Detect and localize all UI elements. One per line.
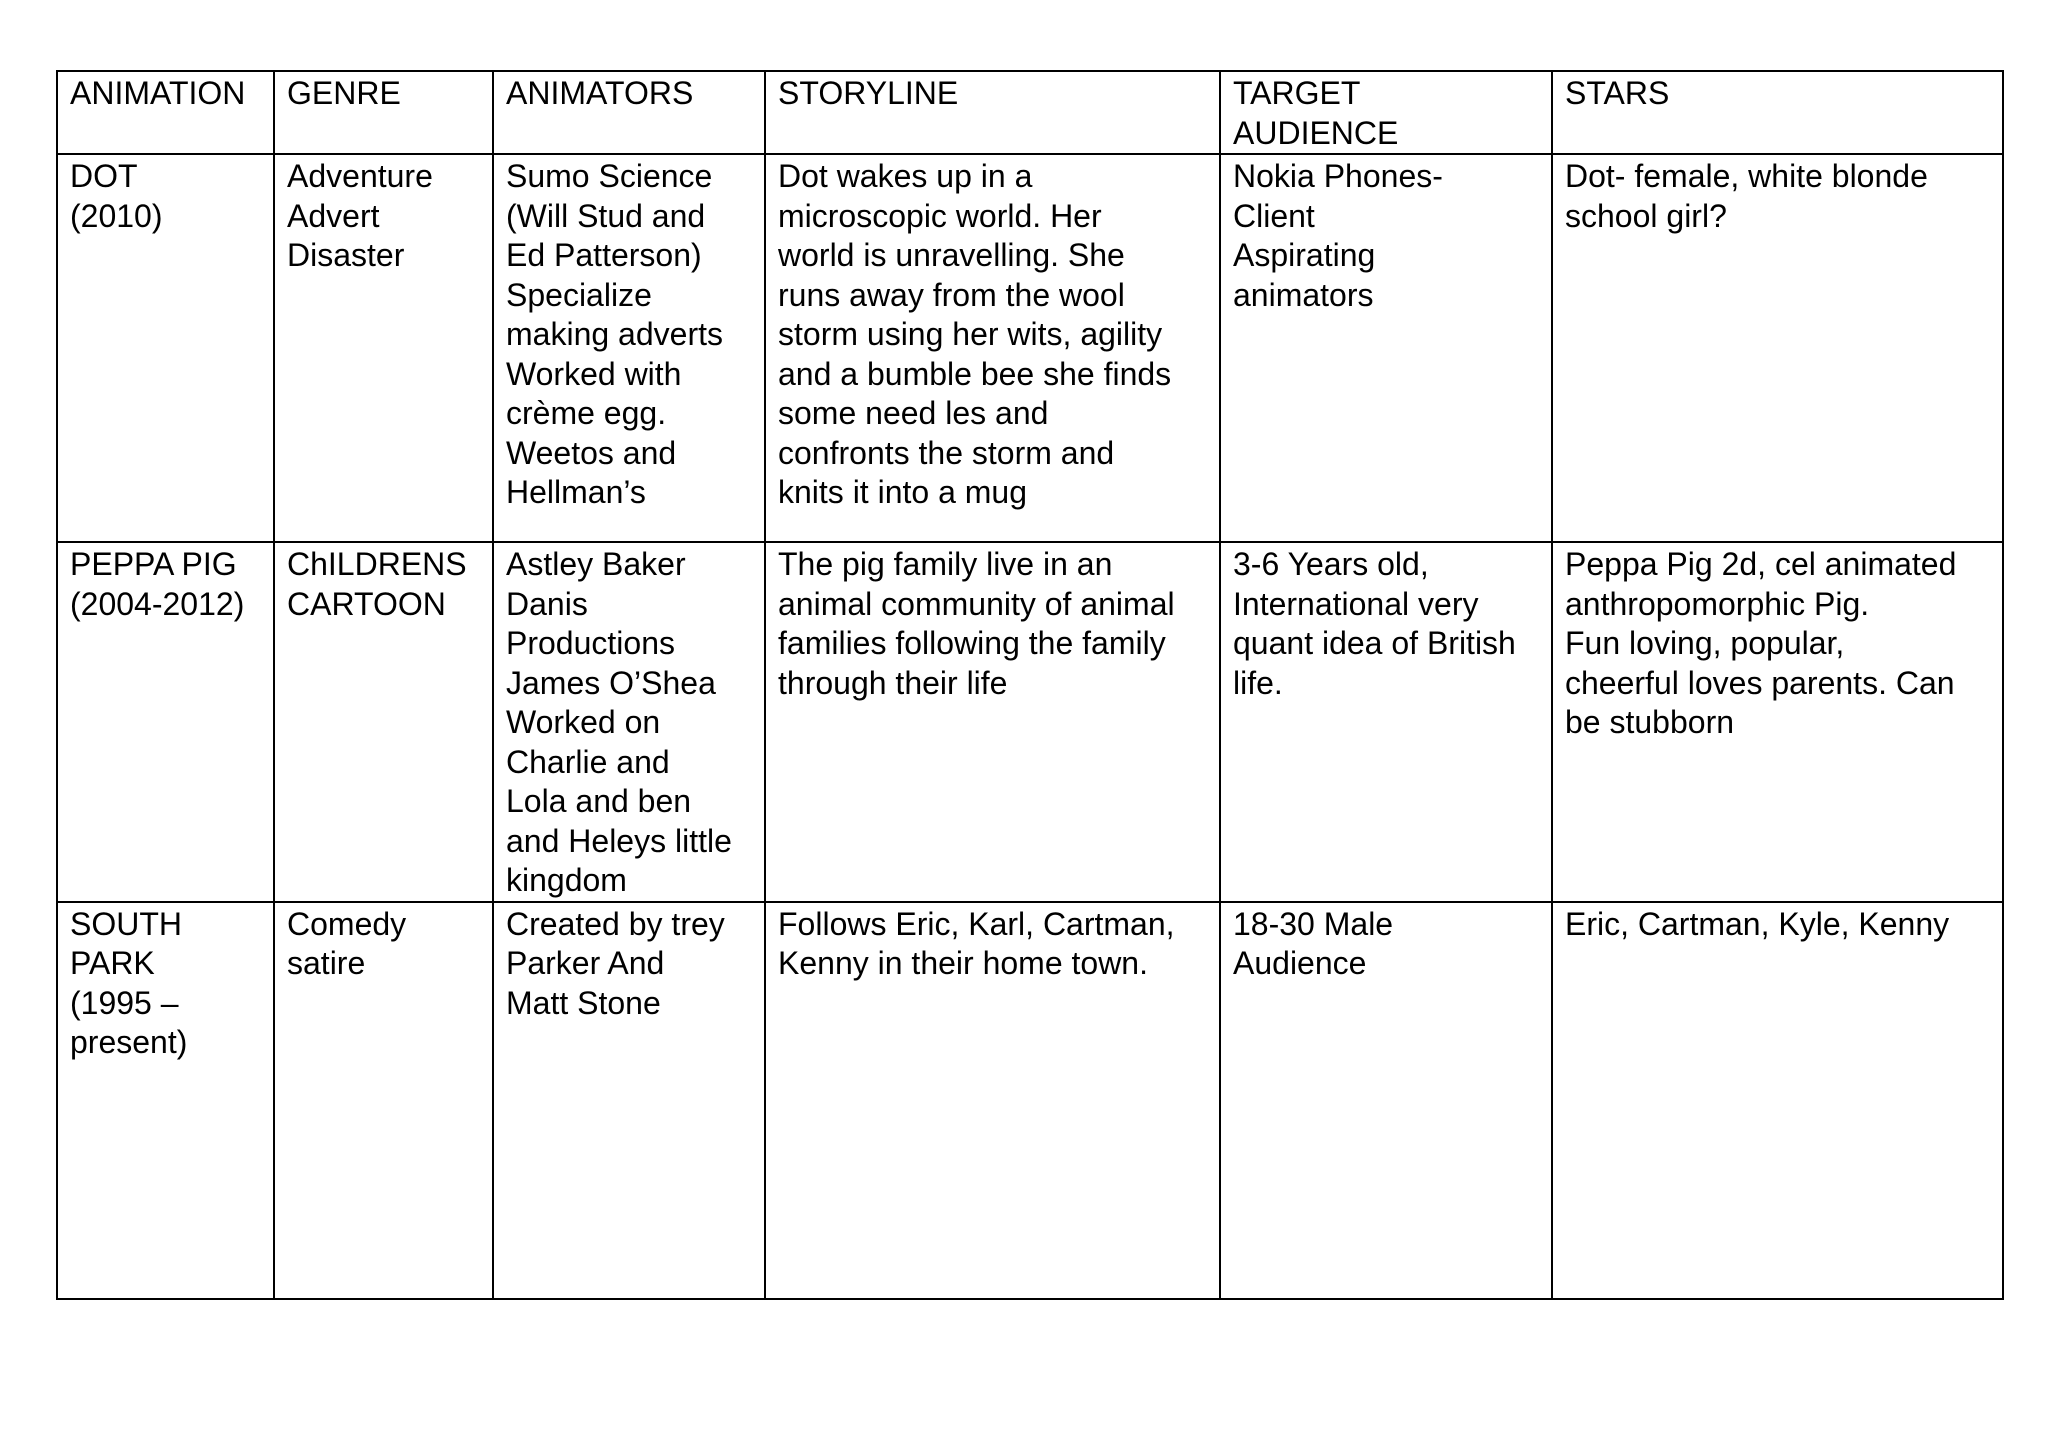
cell-text-line: The pig family live in an [778, 546, 1113, 582]
cell-text-line: present) [70, 1024, 188, 1060]
cell-target-audience [1220, 542, 1552, 902]
cell-text-line: PARK [70, 945, 155, 981]
cell-storyline [765, 154, 1220, 542]
cell-text-line: AUDIENCE [1233, 114, 1399, 151]
cell-text-line: cheerful loves parents. Can [1565, 664, 1955, 701]
cell-text-line: runs away from the wool [778, 276, 1125, 313]
cell-animators [493, 542, 765, 902]
cell-text-line: Dot wakes up in a [778, 158, 1033, 194]
cell-text-line: Eric, Cartman, Kyle, Kenny [1565, 905, 1950, 942]
cell-text-line: storm using her wits, agility [778, 316, 1163, 352]
cell-text-line: and Heleys little [506, 822, 732, 859]
cell-text-line: families following the family [778, 625, 1166, 661]
cell-text-line: (Will Stud and [506, 197, 706, 234]
cell-text-line: SOUTH [70, 905, 182, 942]
header-row [57, 71, 2003, 154]
cell-text-line: school girl? [1565, 197, 1727, 234]
cell-text-line: life. [1233, 664, 1283, 701]
cell-text-line: Hellman’s [506, 474, 646, 510]
cell-text-line: Worked on [506, 704, 661, 740]
cell-text-line: knits it into a mug [778, 474, 1027, 510]
cell-text-line: be stubborn [1565, 704, 1735, 740]
cell-text-line: TARGET [1233, 75, 1361, 111]
cell-text-line: some need les and [778, 395, 1049, 431]
cell-animators [493, 902, 765, 1299]
cell-text-line: Peppa Pig 2d, cel animated [1565, 546, 1957, 582]
header-cell-target-audience [1220, 71, 1552, 154]
cell-text-line: making adverts [506, 316, 723, 352]
cell-text-line: Client [1233, 197, 1315, 234]
cell-text-line: Productions [506, 625, 675, 661]
cell-text-line: Worked with [506, 355, 682, 392]
cell-text-line: Created by trey [506, 905, 725, 942]
cell-text-line: microscopic world. Her [778, 197, 1102, 234]
cell-text-line: 3-6 Years old, [1233, 546, 1429, 582]
cell-text-line: confronts the storm and [778, 434, 1115, 471]
cell-genre [274, 542, 493, 902]
cell-text-line: Adventure [287, 158, 433, 194]
cell-storyline [765, 542, 1220, 902]
cell-genre [274, 154, 493, 542]
cell-text-line: CARTOON [287, 585, 446, 622]
cell-text-line: satire [287, 945, 366, 981]
cell-text-line: through their life [778, 664, 1008, 701]
cell-text-line: Follows Eric, Karl, Cartman, [778, 905, 1175, 942]
cell-text-line: and a bumble bee she finds [778, 355, 1172, 392]
cell-text-line: anthropomorphic Pig. [1565, 585, 1870, 622]
header-cell-stars [1552, 71, 2003, 154]
cell-text-line: Disaster [287, 237, 405, 273]
cell-text-line: Charlie and [506, 743, 670, 780]
cell-text-line: Matt Stone [506, 984, 661, 1021]
cell-text-line: 18-30 Male [1233, 905, 1394, 942]
cell-storyline [765, 902, 1220, 1299]
cell-text-line: Aspirating [1233, 237, 1376, 273]
cell-text-line: Sumo Science [506, 158, 713, 194]
table-row [57, 542, 2003, 902]
cell-target-audience [1220, 154, 1552, 542]
cell-text-line: STARS [1565, 75, 1670, 111]
cell-text-line: ChILDRENS [287, 546, 467, 582]
cell-text-line: Danis [506, 585, 588, 622]
cell-text-line: Advert [287, 197, 380, 234]
cell-text-line: International very [1233, 585, 1479, 622]
cell-text-line: GENRE [287, 75, 401, 111]
cell-text-line: kingdom [506, 862, 627, 898]
cell-text-line: ANIMATION [70, 75, 246, 111]
cell-animators [493, 154, 765, 542]
cell-text-line: STORYLINE [778, 75, 959, 111]
cell-text-line: Nokia Phones- [1233, 158, 1443, 194]
cell-text-line: crème egg. [506, 395, 667, 431]
cell-text-line: Audience [1233, 945, 1367, 981]
cell-stars [1552, 154, 2003, 542]
cell-genre [274, 902, 493, 1299]
cell-text-line: Kenny in their home town. [778, 945, 1148, 981]
cell-animation [57, 542, 274, 902]
cell-text-line: DOT [70, 158, 138, 194]
cell-text-line: Ed Patterson) [506, 237, 702, 273]
cell-text-line: world is unravelling. She [778, 237, 1125, 273]
cell-animation [57, 902, 274, 1299]
cell-text-line: animal community of animal [778, 585, 1175, 622]
cell-text-line: Specialize [506, 276, 652, 313]
cell-text-line: Dot- female, white blonde [1565, 158, 1928, 194]
cell-text-line: Astley Baker [506, 546, 686, 582]
cell-text-line: Lola and ben [506, 783, 692, 819]
cell-text-line: Comedy [287, 905, 407, 942]
cell-text-line: (2010) [70, 197, 163, 234]
cell-text-line: James O’Shea [506, 664, 716, 701]
cell-stars [1552, 902, 2003, 1299]
header-cell-animators [493, 71, 765, 154]
cell-stars [1552, 542, 2003, 902]
table-row [57, 902, 2003, 1299]
cell-text-line: PEPPA PIG [70, 546, 237, 582]
cell-text-line: quant idea of British [1233, 625, 1516, 661]
header-cell-storyline [765, 71, 1220, 154]
cell-text-line: Weetos and [506, 434, 677, 471]
cell-text-line: animators [1233, 276, 1374, 313]
cell-animation [57, 154, 274, 542]
header-cell-animation [57, 71, 274, 154]
cell-text-line: (2004-2012) [70, 585, 245, 622]
cell-text-line: Fun loving, popular, [1565, 625, 1845, 661]
cell-text-line: Parker And [506, 945, 665, 981]
table-row [57, 154, 2003, 542]
cell-target-audience [1220, 902, 1552, 1299]
cell-text-line: ANIMATORS [506, 75, 694, 111]
cell-text-line: (1995 – [70, 984, 179, 1021]
animation-comparison-table [56, 70, 2004, 1300]
header-cell-genre [274, 71, 493, 154]
